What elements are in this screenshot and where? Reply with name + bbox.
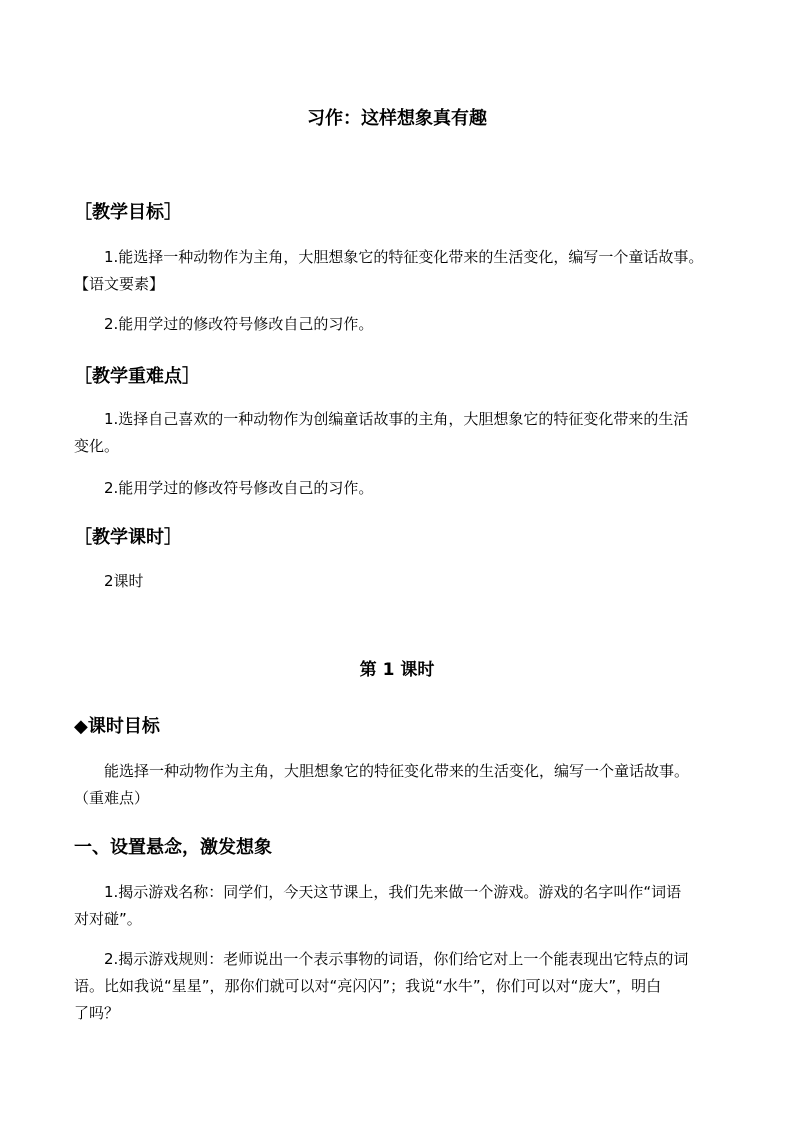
part-1-paragraph-2-line-1: 2.揭示游戏规则：老师说出一个表示事物的词语，你们给它对上一个能表现出它特点的词 <box>104 950 689 968</box>
key-1-line-2: 变化。 <box>74 437 120 455</box>
part-1-paragraph-1-line-2: 对对碰”。 <box>74 910 142 928</box>
key-1-line-1: 1.选择自己喜欢的一种动物作为创编童话故事的主角，大胆想象它的特征变化带来的生活 <box>104 410 689 428</box>
part-1-paragraph-2-line-3: 了吗？ <box>74 1004 120 1022</box>
class-hours-value: 2课时 <box>104 572 144 590</box>
goal-2: 2.能用学过的修改符号修改自己的习作。 <box>104 315 374 333</box>
lesson-1-title: 第 1 课时 <box>359 660 435 680</box>
lesson-goal-line-2: （重难点） <box>74 789 150 807</box>
section-heading-teaching-goals: ［教学目标］ <box>74 202 182 223</box>
lesson-goal-line-1: 能选择一种动物作为主角，大胆想象它的特征变化带来的生活变化，编写一个童话故事。 <box>104 762 690 780</box>
goal-1-line-1: 1.能选择一种动物作为主角，大胆想象它的特征变化带来的生活变化，编写一个童话故事。 <box>104 248 704 266</box>
lesson-goal-heading: ◆课时目标 <box>74 716 160 737</box>
goal-1-line-2: 【语文要素】 <box>74 275 165 293</box>
section-heading-key-points: ［教学重难点］ <box>74 366 200 387</box>
key-2: 2.能用学过的修改符号修改自己的习作。 <box>104 479 374 497</box>
document-title: 习作：这样想象真有趣 <box>307 108 487 129</box>
part-1-heading: 一、设置悬念，激发想象 <box>74 837 272 858</box>
part-1-paragraph-1-line-1: 1.揭示游戏名称：同学们，今天这节课上，我们先来做一个游戏。游戏的名字叫作“词语 <box>104 883 682 901</box>
part-1-paragraph-2-line-2: 语。比如我说“星星”，那你们就可以对“亮闪闪”；我说“水牛”，你们可以对“庞大”，明白 <box>74 977 662 995</box>
section-heading-class-hours: ［教学课时］ <box>74 527 182 548</box>
